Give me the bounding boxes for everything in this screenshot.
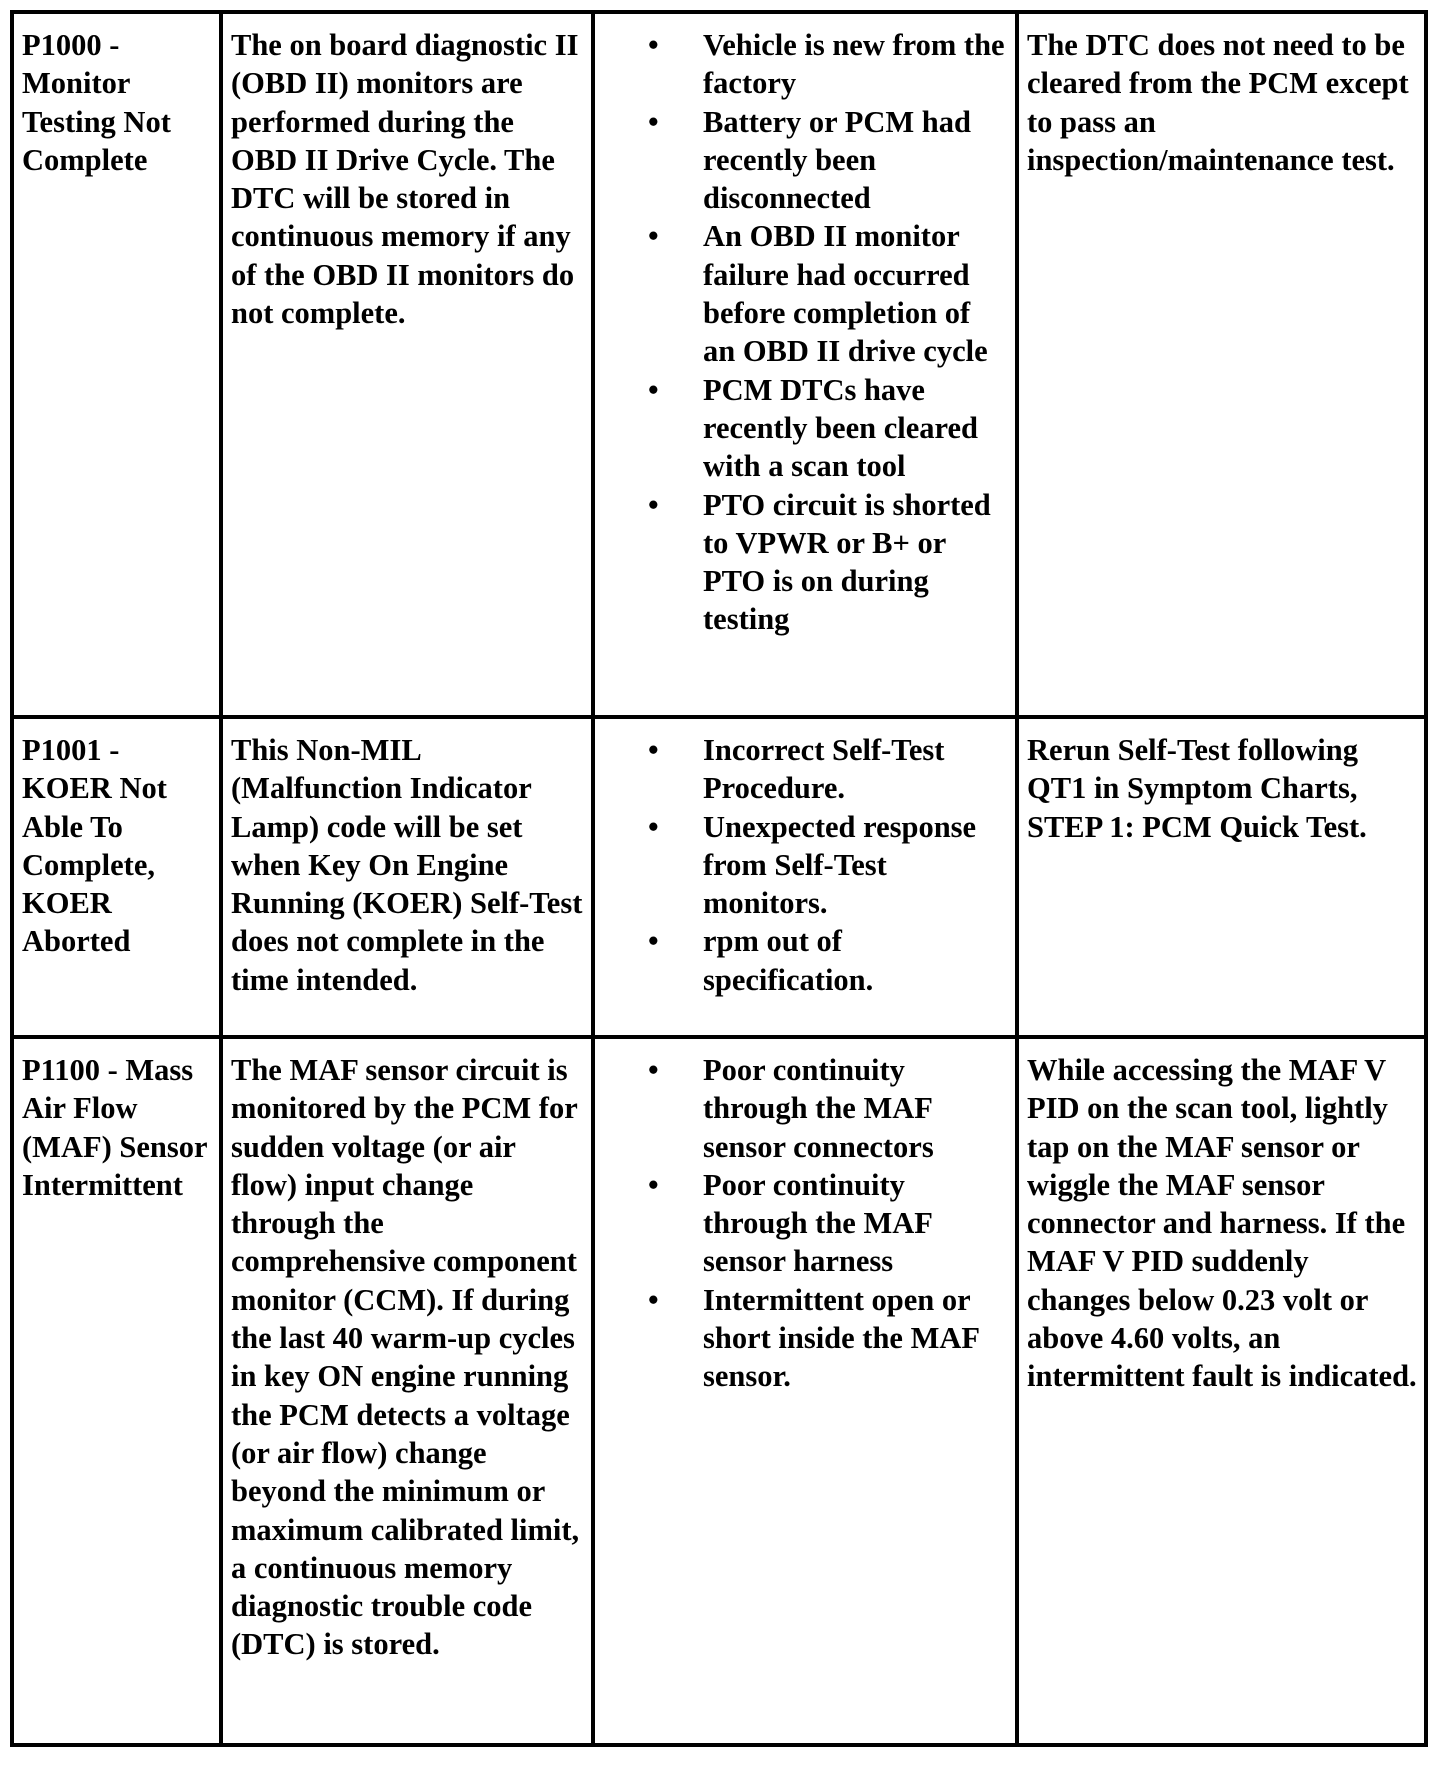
bullet-icon: • (648, 1167, 659, 1202)
bullet-icon: • (648, 1282, 659, 1317)
dtc-code-cell: P1100 - Mass Air Flow (MAF) Sensor Intermittent (12, 1037, 221, 1745)
bullet-icon: • (648, 924, 659, 959)
bullet-icon: • (648, 1053, 659, 1087)
cause-item (603, 103, 1009, 218)
bullet-icon: • (648, 487, 659, 522)
dtc-table (10, 10, 1428, 1747)
action-cell: Rerun Self-Test following QT1 in Symptom Charts, STEP 1: PCM Quick Test. (1017, 717, 1426, 1037)
cause-item (603, 1051, 1009, 1166)
cause-text: PCM DTCs have recently been cleared with a scan tool (703, 372, 978, 484)
cause-text: An OBD II monitor failure had occurred before completion of an OBD II drive cycle (703, 219, 988, 369)
cause-item (603, 808, 1009, 923)
table-row (12, 1037, 1426, 1745)
cause-list (603, 731, 1009, 999)
cause-text: PTO circuit is shorted to VPWR or B+ or PTO is on during testing (703, 487, 991, 637)
possible-causes-cell (593, 12, 1017, 717)
cause-item (603, 1166, 1009, 1281)
cause-item (603, 486, 1009, 639)
cause-list (603, 1051, 1009, 1396)
cause-text: Intermittent open or short inside the MAF sensor. (703, 1282, 979, 1394)
dtc-code-cell: P1001 - KOER Not Able To Complete, KOER Aborted (12, 717, 221, 1037)
dtc-description-cell: The MAF sensor circuit is monitored by the PCM for sudden voltage (or air flow) input change through the comprehensive component monitor (CCM). If during the last 40 warm-up cycles in key ON engine running the PCM detects a voltage (or air flow) change beyond the minimum or maximum calibrated limit, a continuous memory diagnostic trouble code (DTC) is stored. (221, 1037, 593, 1745)
bullet-icon: • (648, 733, 659, 767)
cause-text: Poor continuity through the MAF sensor connectors (703, 1053, 934, 1164)
cause-text: Unexpected response from Self-Test monitors. (703, 809, 977, 921)
cause-list (603, 26, 1009, 639)
cause-item (603, 1281, 1009, 1396)
dtc-description-cell: The on board diagnostic II (OBD II) monitors are performed during the OBD II Drive Cycle. The DTC will be stored in continuous memory if any of the OBD II monitors do not complete. (221, 12, 593, 717)
table-row (12, 717, 1426, 1037)
cause-item (603, 922, 1009, 999)
table-row (12, 12, 1426, 717)
bullet-icon: • (648, 809, 659, 844)
bullet-icon: • (648, 219, 659, 254)
cause-text: Battery or PCM had recently been disconnected (703, 104, 971, 216)
cause-item (603, 217, 1009, 370)
cause-text: Vehicle is new from the factory (703, 28, 1005, 101)
cause-item (603, 731, 1009, 808)
cause-text: Poor continuity through the MAF sensor harness (703, 1167, 932, 1279)
bullet-icon: • (648, 104, 659, 139)
action-cell: While accessing the MAF V PID on the scan tool, lightly tap on the MAF sensor or wiggle the MAF sensor connector and harness. If the MAF V PID suddenly changes below 0.23 volt or above 4.60 volts, an intermittent fault is indicated. (1017, 1037, 1426, 1745)
dtc-description-cell: This Non-MIL (Malfunction Indicator Lamp) code will be set when Key On Engine Running (KOER) Self-Test does not complete in the time intended. (221, 717, 593, 1037)
cause-item (603, 26, 1009, 103)
bullet-icon: • (648, 28, 659, 62)
cause-text: rpm out of specification. (703, 924, 874, 997)
action-cell: The DTC does not need to be cleared from the PCM except to pass an inspection/maintenance test. (1017, 12, 1426, 717)
cause-text: Incorrect Self-Test Procedure. (703, 733, 945, 806)
dtc-code-cell: P1000 - Monitor Testing Not Complete (12, 12, 221, 717)
cause-item (603, 371, 1009, 486)
possible-causes-cell (593, 717, 1017, 1037)
possible-causes-cell (593, 1037, 1017, 1745)
bullet-icon: • (648, 372, 659, 407)
